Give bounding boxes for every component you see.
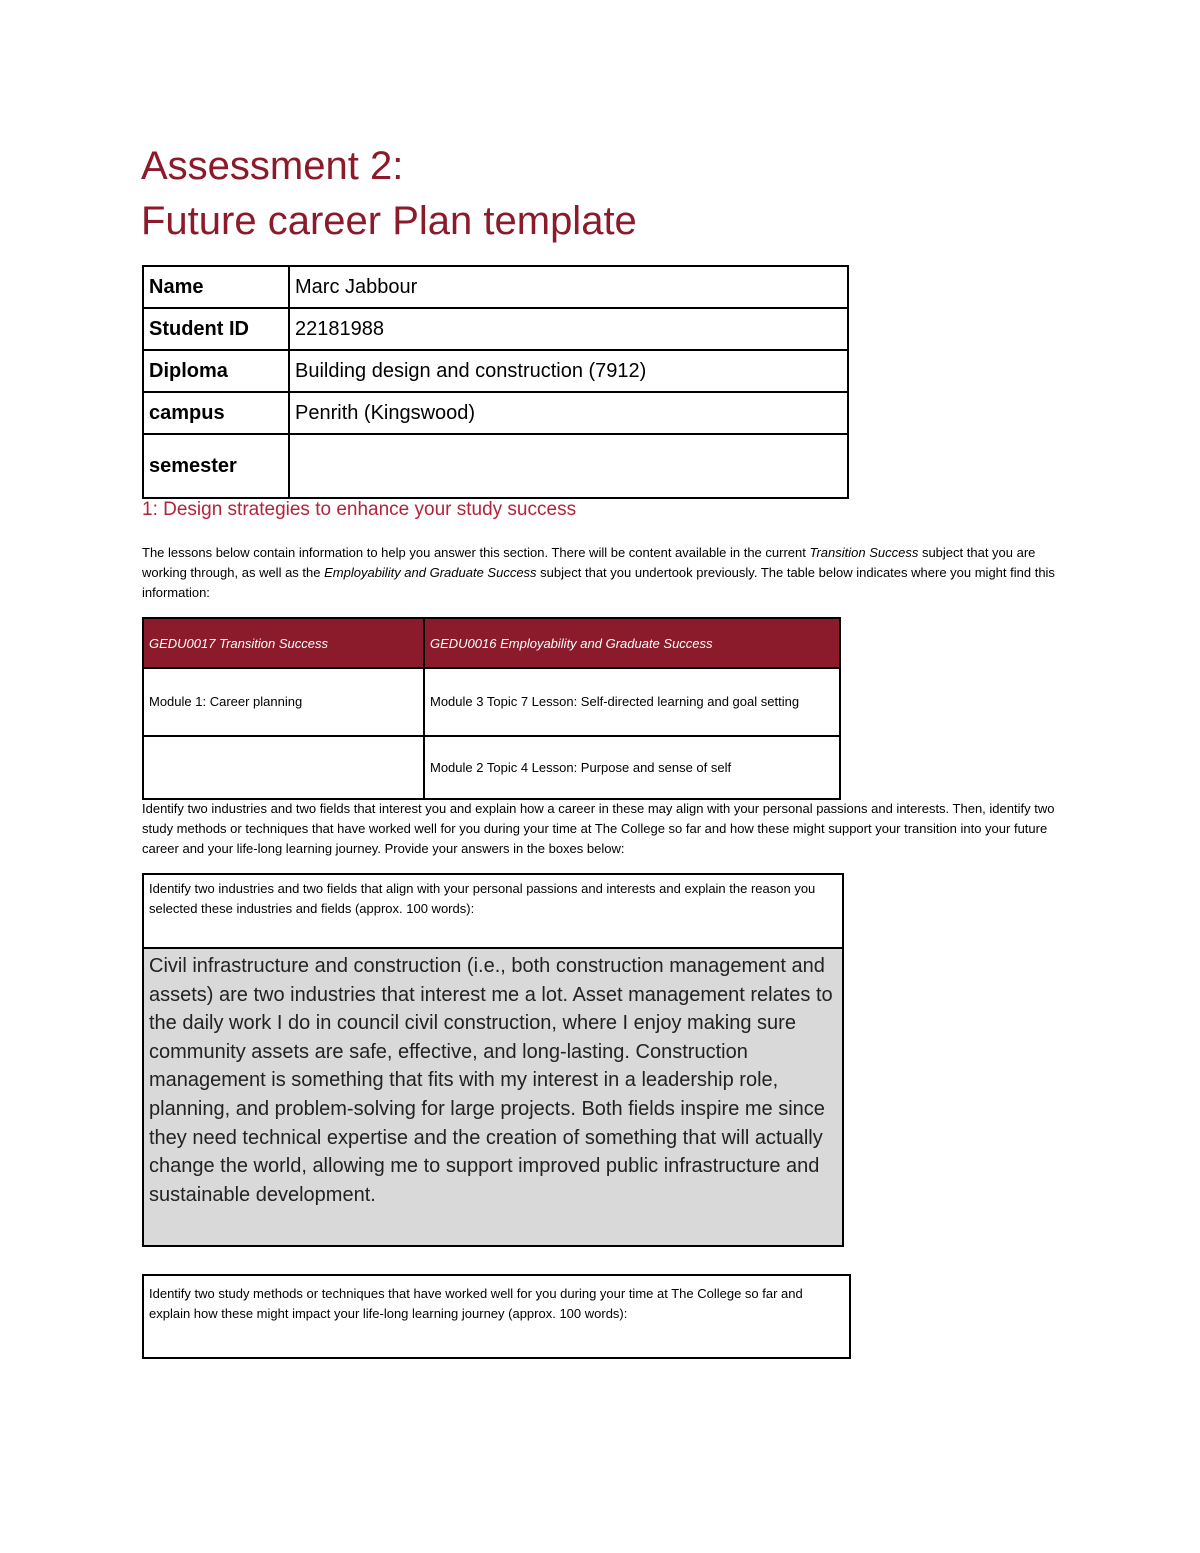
lesson-table-cell: Module 2 Topic 4 Lesson: Purpose and sense of self [424, 736, 840, 799]
info-label: Student ID [143, 308, 289, 350]
study-methods-prompt: Identify two study methods or techniques that have worked well for you during your time at The College so far and explain how these might impact your life-long learning journey (approx. 100 words): [149, 1286, 803, 1321]
industries-prompt: Identify two industries and two fields that align with your personal passions and interests and explain the reason you selected these industries and fields (approx. 100 words): [144, 875, 842, 949]
info-row-semester [143, 434, 848, 498]
lesson-table-cell [143, 736, 424, 799]
info-label: campus [143, 392, 289, 434]
industries-answer-field[interactable]: Civil infrastructure and construction (i.e., both construction management and assets) are two industries that interest me a lot. Asset management relates to the daily work I do in council civil construction, where I enjoy making sure community assets are safe, effective, and long-lasting. Construction management is something that fits with my interest in a leadership role, planning, and problem-solving for large projects. Both fields inspire me since they need technical expertise and the creation of something that will actually change the world, allowing me to support improved public infrastructure and sustainable development. [144, 949, 842, 1245]
info-value[interactable]: 22181988 [289, 308, 848, 350]
info-value[interactable]: Marc Jabbour [289, 266, 848, 308]
info-row-name [143, 266, 848, 308]
industries-answer-box [142, 873, 844, 1247]
lesson-reference-table [142, 617, 841, 800]
document-title-line-2: Future career Plan template [141, 199, 637, 243]
lesson-table-header-row [143, 618, 840, 668]
lesson-table-row [143, 668, 840, 736]
student-info-table [142, 265, 849, 499]
intro-text: subject that you are working through, as well as the [142, 545, 1036, 580]
intro-text: The lessons below contain information to help you answer this section. There will be content available in the current [142, 545, 810, 560]
info-row-campus [143, 392, 848, 434]
info-label: Diploma [143, 350, 289, 392]
lesson-table-row [143, 736, 840, 799]
info-label: semester [143, 434, 289, 498]
intro-paragraph [142, 543, 1057, 603]
info-row-diploma [143, 350, 848, 392]
document-title-line-1: Assessment 2: [141, 144, 404, 188]
lesson-table-cell: Module 3 Topic 7 Lesson: Self-directed learning and goal setting [424, 668, 840, 736]
lesson-table-header: GEDU0016 Employability and Graduate Success [424, 618, 840, 668]
section-heading: 1: Design strategies to enhance your study success [142, 499, 577, 520]
identify-instructions: Identify two industries and two fields that interest you and explain how a career in these may align with your personal passions and interests. Then, identify two study methods or techniques that have worked well for you during your time at The College so far and how these might support your transition into your future career and your life-long learning journey. Provide your answers in the boxes below: [142, 801, 1055, 856]
lesson-table-cell: Module 1: Career planning [143, 668, 424, 736]
info-value[interactable]: Building design and construction (7912) [289, 350, 848, 392]
info-value[interactable] [289, 434, 848, 498]
intro-text: subject that you undertook previously. The table below indicates where you might find this information: [142, 565, 1055, 600]
info-row-student-id [143, 308, 848, 350]
intro-subject-emphasis: Transition Success [809, 545, 919, 560]
lesson-table-header: GEDU0017 Transition Success [143, 618, 424, 668]
intro-subject-emphasis: Employability and Graduate Success [324, 565, 537, 580]
study-methods-answer-box[interactable] [142, 1274, 851, 1359]
info-label: Name [143, 266, 289, 308]
info-value[interactable]: Penrith (Kingswood) [289, 392, 848, 434]
